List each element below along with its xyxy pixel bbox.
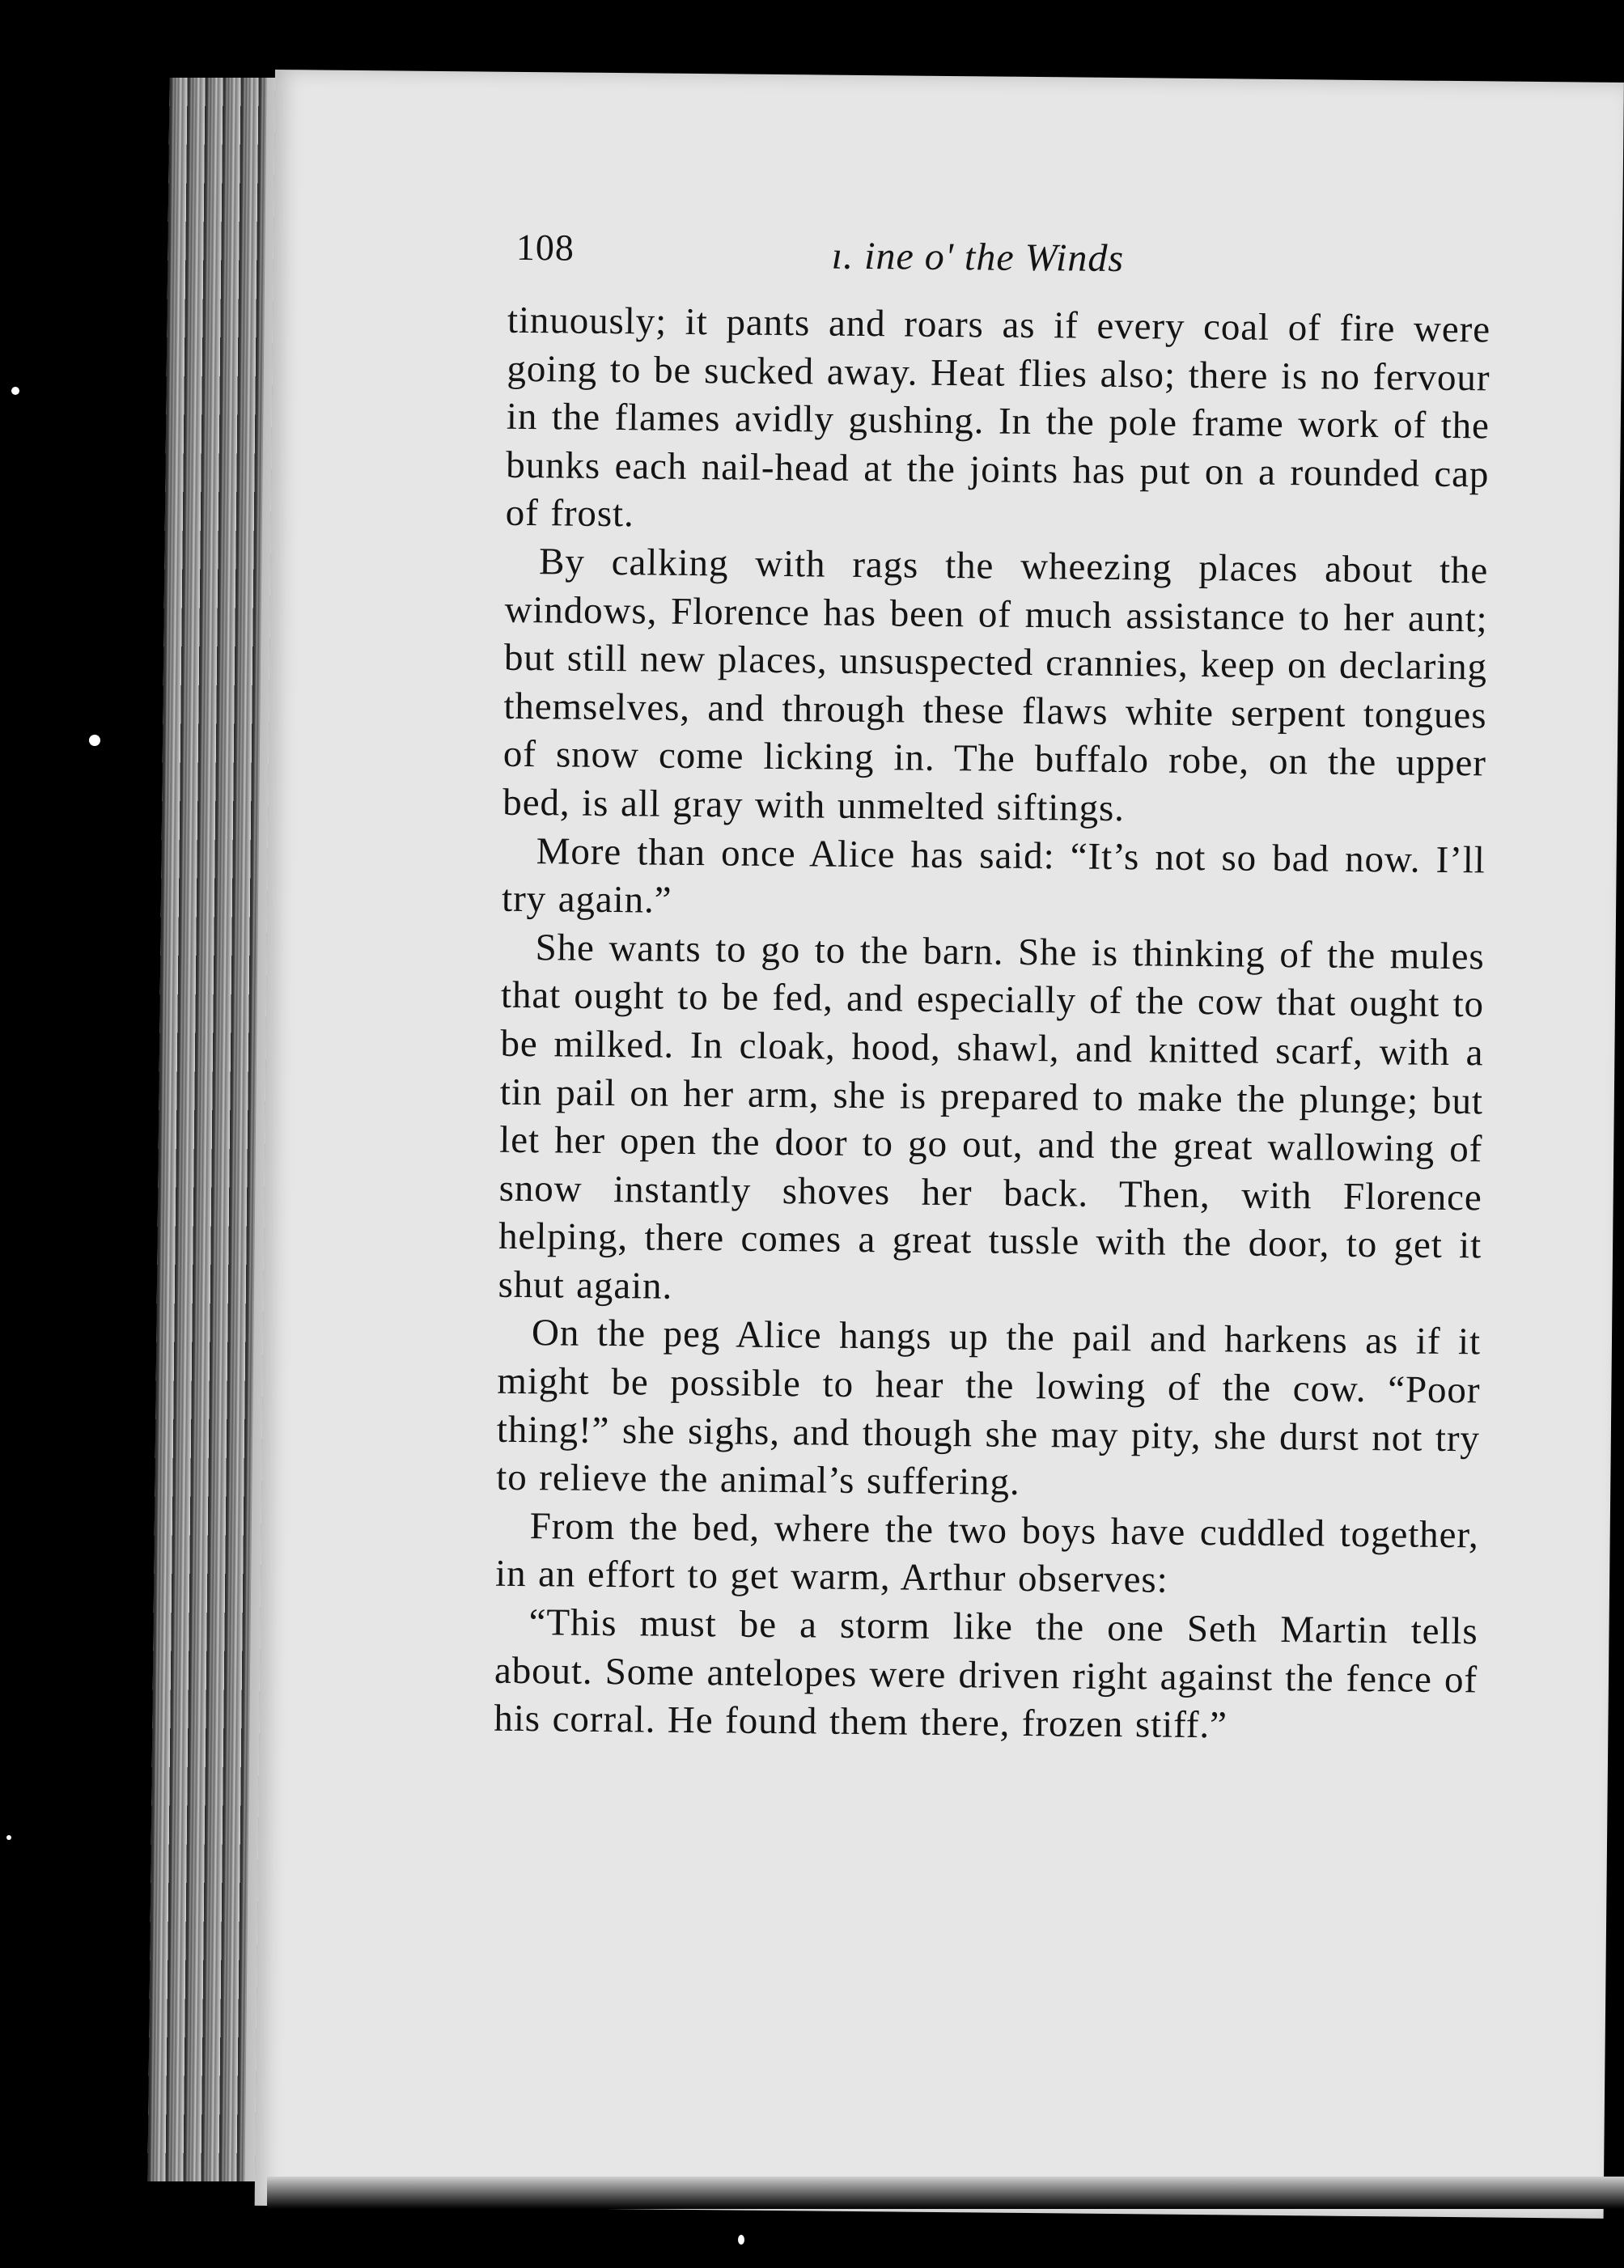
- dust-speck: [11, 387, 19, 395]
- page-header: [515, 226, 1487, 300]
- paragraph: “This must be a storm like the one Seth Martin tells about. Some antelopes were driven right against the fence of his corral. He found them there, frozen stiff.”: [494, 1601, 1478, 1747]
- dust-speck: [738, 2235, 744, 2245]
- running-title: ı. ine o' the Winds: [831, 234, 1125, 281]
- paragraph: From the bed, where the two boys have cuddled together, in an effort to get warm, Arthur observes:: [494, 1504, 1479, 1602]
- page-number: 108: [515, 226, 575, 269]
- body-text: [494, 297, 1490, 1753]
- dust-speck: [89, 735, 100, 746]
- dust-speck: [6, 1835, 11, 1840]
- paragraph: She wants to go to the barn. She is thinking of the mules that ought to be fed, and especially of the cow that ought to be milked. In cloak, hood, shawl, and knitted scarf, with a tin pail on her arm, she is prepared to make the plunge; but let her open the door to go out, and the great wallowing of snow instantly shoves her back. Then, with Florence helping, there comes a great tussle with the door, to get it shut again.: [498, 926, 1485, 1308]
- book-page: [255, 70, 1624, 2219]
- paragraph: By calking with rags the wheezing places about the windows, Florence has been of much assistance to her aunt; but still new places, unsuspected crannies, keep on declaring themselves, and through these flaws white serpent tongues of snow come licking in. The buffalo robe, on the upper bed, is all gray with unmelted siftings.: [502, 541, 1489, 830]
- paragraph: On the peg Alice hangs up the pail and harkens as if it might be possible to hear the lowing of the cow. “Poor thing!” she sighs, and though she may pity, she durst not try to relieve the animal’s suffering.: [496, 1312, 1482, 1504]
- paragraph: More than once Alice has said: “It’s not so bad now. I’ll try again.”: [501, 829, 1486, 922]
- paragraph: tinuously; it pants and roars as if every coal of fire were going to be sucked away. Heat flies also; there is no fervour in the flames avidly gushing. In the pole frame work of the bunks each nail-head at the joints has put on a rounded cap of frost.: [505, 299, 1491, 536]
- page-bottom-edge: [267, 2177, 1624, 2209]
